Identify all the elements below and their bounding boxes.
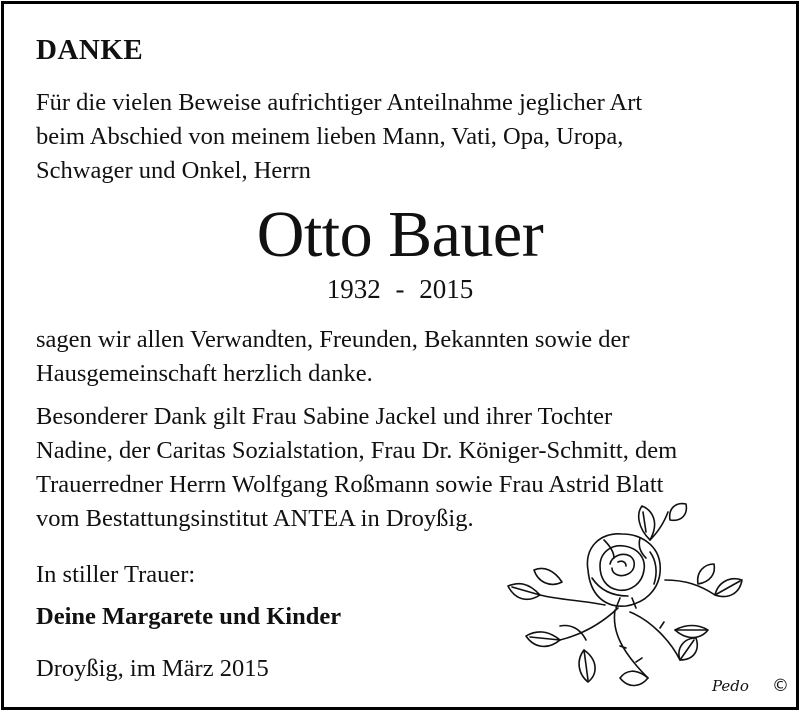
- intro-line: beim Abschied von meinem lieben Mann, Vati, Opa, Uropa,: [36, 123, 624, 150]
- artist-signature: Pedo: [712, 677, 749, 695]
- copyright-icon: ©: [772, 676, 789, 696]
- intro-paragraph: [36, 86, 642, 188]
- thanks-line: sagen wir allen Verwandten, Freunden, Bekannten sowie der: [36, 326, 630, 353]
- special-thanks-line: Besonderer Dank gilt Frau Sabine Jackel und ihrer Tochter: [36, 403, 613, 430]
- special-thanks-line: vom Bestattungsinstitut ANTEA in Droyßig.: [36, 505, 474, 532]
- notice-heading: DANKE: [36, 34, 144, 66]
- special-thanks-line: Nadine, der Caritas Sozialstation, Frau Dr. Königer-Schmitt, dem: [36, 437, 678, 464]
- rose-illustration-icon: [500, 500, 750, 690]
- thanks-paragraph: [36, 323, 630, 391]
- special-thanks-line: Trauerredner Herrn Wolfgang Roßmann sowie Frau Astrid Blatt: [36, 471, 664, 498]
- family-signature: Deine Margarete und Kinder: [36, 603, 342, 630]
- deceased-name: Otto Bauer: [256, 198, 544, 271]
- place-date: Droyßig, im März 2015: [36, 655, 269, 682]
- lifespan-dates: 1932 - 2015: [326, 274, 474, 304]
- intro-line: Schwager und Onkel, Herrn: [36, 157, 311, 184]
- intro-line: Für die vielen Beweise aufrichtiger Anteilnahme jeglicher Art: [36, 89, 643, 116]
- thanks-line: Hausgemeinschaft herzlich danke.: [36, 360, 373, 387]
- mourning-line: In stiller Trauer:: [36, 561, 196, 588]
